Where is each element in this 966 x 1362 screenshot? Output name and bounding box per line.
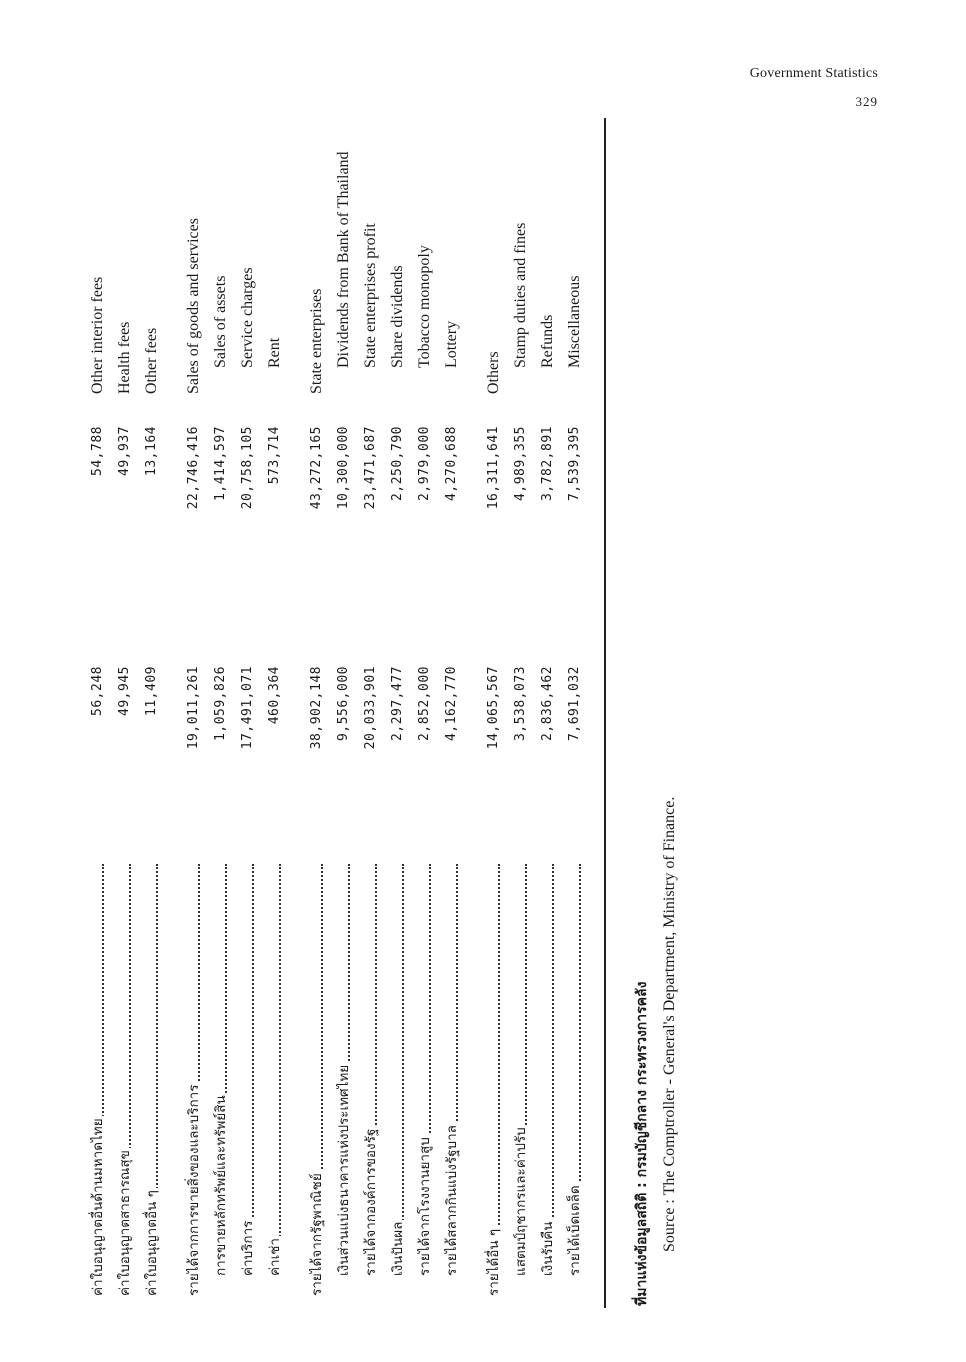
thai-label-text: รายได้อื่น ๆ (486, 1228, 502, 1296)
value-col-1: 49,945 (117, 666, 132, 716)
thai-label (440, 864, 464, 1276)
value-col-1: 1,059,826 (213, 666, 228, 741)
thai-label (263, 864, 287, 1276)
value-col-1: 19,011,261 (186, 666, 201, 750)
value-col-2: 2,250,790 (390, 426, 405, 501)
table-row (182, 116, 206, 1306)
value-col-2: 4,989,355 (513, 426, 528, 501)
english-label: Other interior fees (89, 276, 106, 394)
english-label: Miscellaneous (566, 275, 583, 368)
thai-label (305, 864, 329, 1296)
thai-label (482, 864, 506, 1296)
value-col-1: 56,248 (90, 666, 105, 716)
thai-label-text: แสตมป์ฤชากรและค่าปรับ (513, 1127, 529, 1276)
thai-label (140, 864, 164, 1296)
value-col-1: 2,852,000 (417, 666, 432, 741)
thai-label-text: ค่าใบอนุญาตอื่น ๆ (144, 1190, 160, 1296)
value-col-2: 3,782,891 (540, 426, 555, 501)
thai-label-text: รายได้จากโรงงานยาสูบ (417, 1137, 433, 1276)
table-row (140, 116, 164, 1306)
thai-label-text: รายได้สลากกินแบ่งรัฐบาล (444, 1125, 460, 1276)
value-col-2: 49,937 (117, 426, 132, 476)
table-row (563, 116, 587, 1306)
value-col-2: 4,270,688 (444, 426, 459, 501)
english-label: State enterprises profit (362, 223, 379, 368)
value-col-2: 573,714 (267, 426, 282, 485)
english-label: Lottery (443, 320, 460, 368)
thai-label-text: เงินปันผล (390, 1221, 406, 1276)
english-label: Other fees (143, 327, 160, 394)
value-col-2: 43,272,165 (309, 426, 324, 510)
english-label: Tobacco monopoly (416, 245, 433, 368)
thai-label-text: ค่าใบอนุญาตสาธารณสุข (117, 1150, 133, 1296)
value-col-2: 54,788 (90, 426, 105, 476)
value-col-1: 2,297,477 (390, 666, 405, 741)
english-label: Stamp duties and fines (512, 222, 529, 368)
table-row (386, 116, 410, 1306)
table-row (440, 116, 464, 1306)
table-row (209, 116, 233, 1306)
english-label: Sales of assets (212, 275, 229, 368)
thai-label (509, 864, 533, 1276)
thai-label-text: รายได้จากรัฐพาณิชย์ (309, 1173, 325, 1296)
table-row (86, 116, 110, 1306)
thai-label-text: ค่าใบอนุญาตอื่นด้านมหาดไทย (90, 1118, 106, 1296)
rotated-table (72, 116, 678, 1306)
english-label: Service charges (239, 267, 256, 368)
thai-label (563, 864, 587, 1276)
english-label: Dividends from Bank of Thailand (335, 151, 352, 368)
table-row (509, 116, 533, 1306)
table-row (536, 116, 560, 1306)
value-col-1: 4,162,770 (444, 666, 459, 741)
value-col-1: 2,836,462 (540, 666, 555, 741)
value-col-1: 20,033,901 (363, 666, 378, 750)
thai-label (359, 864, 383, 1276)
thai-source-note: ที่มาแห่งข้อมูลสถิติ : กรมบัญชีกลาง กระทรวงการคลัง (634, 981, 650, 1306)
english-label: Health fees (116, 321, 133, 394)
value-col-2: 2,979,000 (417, 426, 432, 501)
value-col-2: 23,471,687 (363, 426, 378, 510)
page-number: 329 (855, 94, 878, 109)
table-row (332, 116, 356, 1306)
value-col-2: 1,414,597 (213, 426, 228, 501)
thai-label (182, 864, 206, 1296)
value-col-1: 14,065,567 (486, 666, 501, 750)
value-col-2: 16,311,641 (486, 426, 501, 510)
table-row (359, 116, 383, 1306)
thai-label-text: ค่าบริการ (240, 1220, 256, 1276)
thai-label-text: การขายหลักทรัพย์และทรัพย์สิน (213, 1095, 229, 1276)
value-col-2: 13,164 (144, 426, 159, 476)
thai-label (113, 864, 137, 1296)
running-header-title: Government Statistics (749, 66, 878, 81)
thai-label-text: ค่าเช่า (267, 1238, 283, 1276)
table-row (263, 116, 287, 1306)
english-label: Rent (266, 337, 283, 368)
value-col-2: 22,746,416 (186, 426, 201, 510)
thai-label (86, 864, 110, 1296)
table-row (113, 116, 137, 1306)
english-label: Share dividends (389, 265, 406, 368)
thai-label-text: เงินรับคืน (540, 1221, 556, 1276)
table-row (413, 116, 437, 1306)
thai-label (209, 864, 233, 1276)
source-note: Source : The Comptroller - General's Department, Ministry of Finance. (661, 796, 678, 1252)
thai-label-text: รายได้จากการขายสิ่งของและบริการ (186, 1084, 202, 1296)
thai-label (386, 864, 410, 1276)
table-row (236, 116, 260, 1306)
value-col-1: 7,691,032 (567, 666, 582, 741)
thai-label (413, 864, 437, 1276)
thai-label-text: รายได้จากองค์การของรัฐ (363, 1128, 379, 1276)
thai-label-text: เงินส่วนแบ่งธนาคารแห่งประเทศไทย (336, 1064, 352, 1276)
table-row (482, 116, 506, 1306)
value-col-1: 17,491,071 (240, 666, 255, 750)
thai-label (236, 864, 260, 1276)
english-label: Others (485, 351, 502, 394)
table-row (305, 116, 329, 1306)
value-col-1: 3,538,073 (513, 666, 528, 741)
value-col-2: 7,539,395 (567, 426, 582, 501)
english-label: Refunds (539, 314, 556, 368)
value-col-2: 20,758,105 (240, 426, 255, 510)
thai-label-text: รายได้เบ็ดเตล็ด (567, 1185, 583, 1276)
english-label: Sales of goods and services (185, 218, 202, 394)
value-col-1: 460,364 (267, 666, 282, 725)
english-label: State enterprises (308, 288, 325, 394)
value-col-1: 9,556,000 (336, 666, 351, 741)
value-col-1: 11,409 (144, 666, 159, 716)
thai-label (536, 864, 560, 1276)
value-col-2: 10,300,000 (336, 426, 351, 510)
thai-label (332, 864, 356, 1276)
value-col-1: 38,902,148 (309, 666, 324, 750)
